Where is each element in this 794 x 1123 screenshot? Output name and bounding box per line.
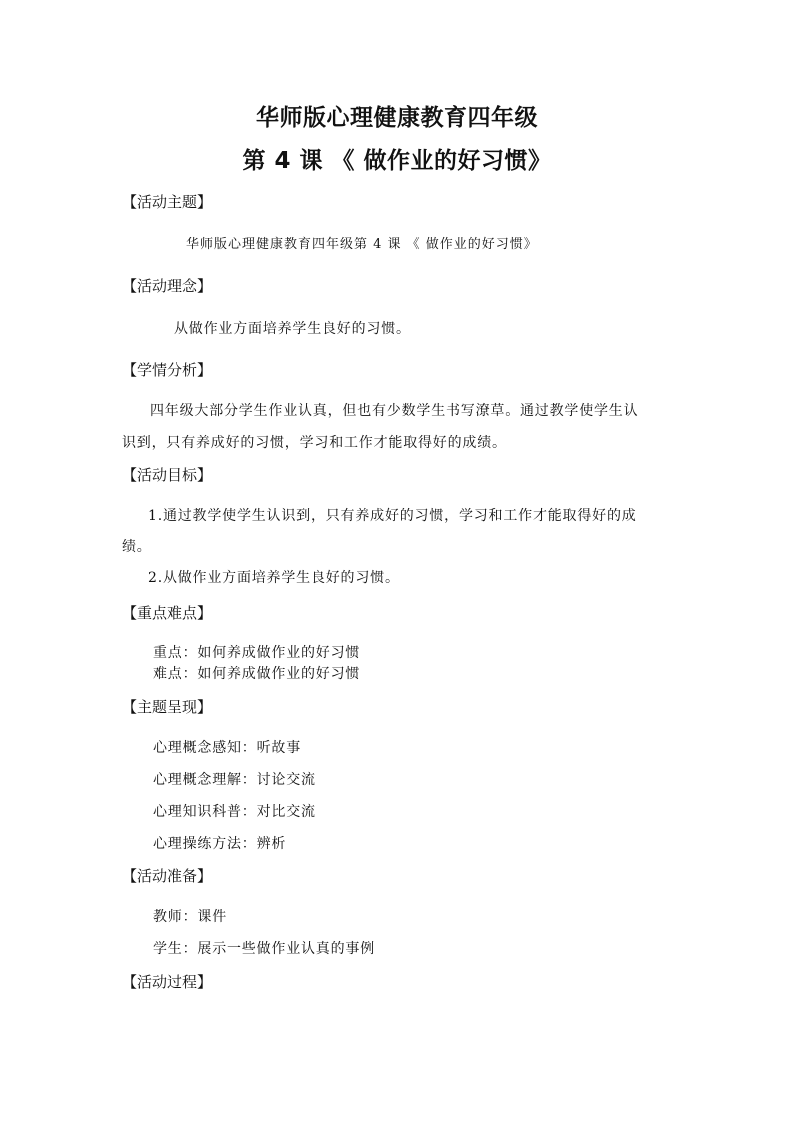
section-heading-concept: 【活动理念】 [122,277,213,295]
section-heading-key-points: 【重点难点】 [122,604,213,622]
section-heading-preparation: 【活动准备】 [122,867,213,885]
presentation-item: 心理操练方法：辨析 [153,836,287,852]
key-point: 重点：如何养成做作业的好习惯 [153,645,361,661]
section-heading-goals: 【活动目标】 [122,466,213,484]
goal-item-1-line-2: 绩。 [122,539,152,555]
section-heading-presentation: 【主题呈现】 [122,698,213,716]
section-heading-process: 【活动过程】 [122,973,213,991]
concept-text: 从做作业方面培养学生良好的习惯。 [174,321,411,337]
difficult-point: 难点：如何养成做作业的好习惯 [153,666,361,682]
presentation-item: 心理概念理解：讨论交流 [153,772,316,788]
document-title: 华师版心理健康教育四年级 [256,105,538,131]
lesson-title: 第 4 课 《 做作业的好习惯》 [242,148,552,174]
section-heading-theme: 【活动主题】 [122,193,213,211]
goal-item-2: 2.从做作业方面培养学生良好的习惯。 [148,570,400,586]
presentation-item: 心理知识科普：对比交流 [153,804,316,820]
analysis-line-2: 识到，只有养成好的习惯，学习和工作才能取得好的成绩。 [122,435,507,451]
goal-item-1-line-1: 1.通过教学使学生认识到，只有养成好的习惯，学习和工作才能取得好的成 [148,508,637,524]
analysis-line-1: 四年级大部分学生作业认真，但也有少数学生书写潦草。通过教学使学生认 [150,403,639,419]
preparation-student: 学生：展示一些做作业认真的事例 [153,941,375,957]
section-heading-analysis: 【学情分析】 [122,361,213,379]
preparation-teacher: 教师：课件 [153,909,227,925]
presentation-item: 心理概念感知：听故事 [153,740,301,756]
theme-text: 华师版心理健康教育四年级第 4 课 《 做作业的好习惯》 [186,237,538,252]
